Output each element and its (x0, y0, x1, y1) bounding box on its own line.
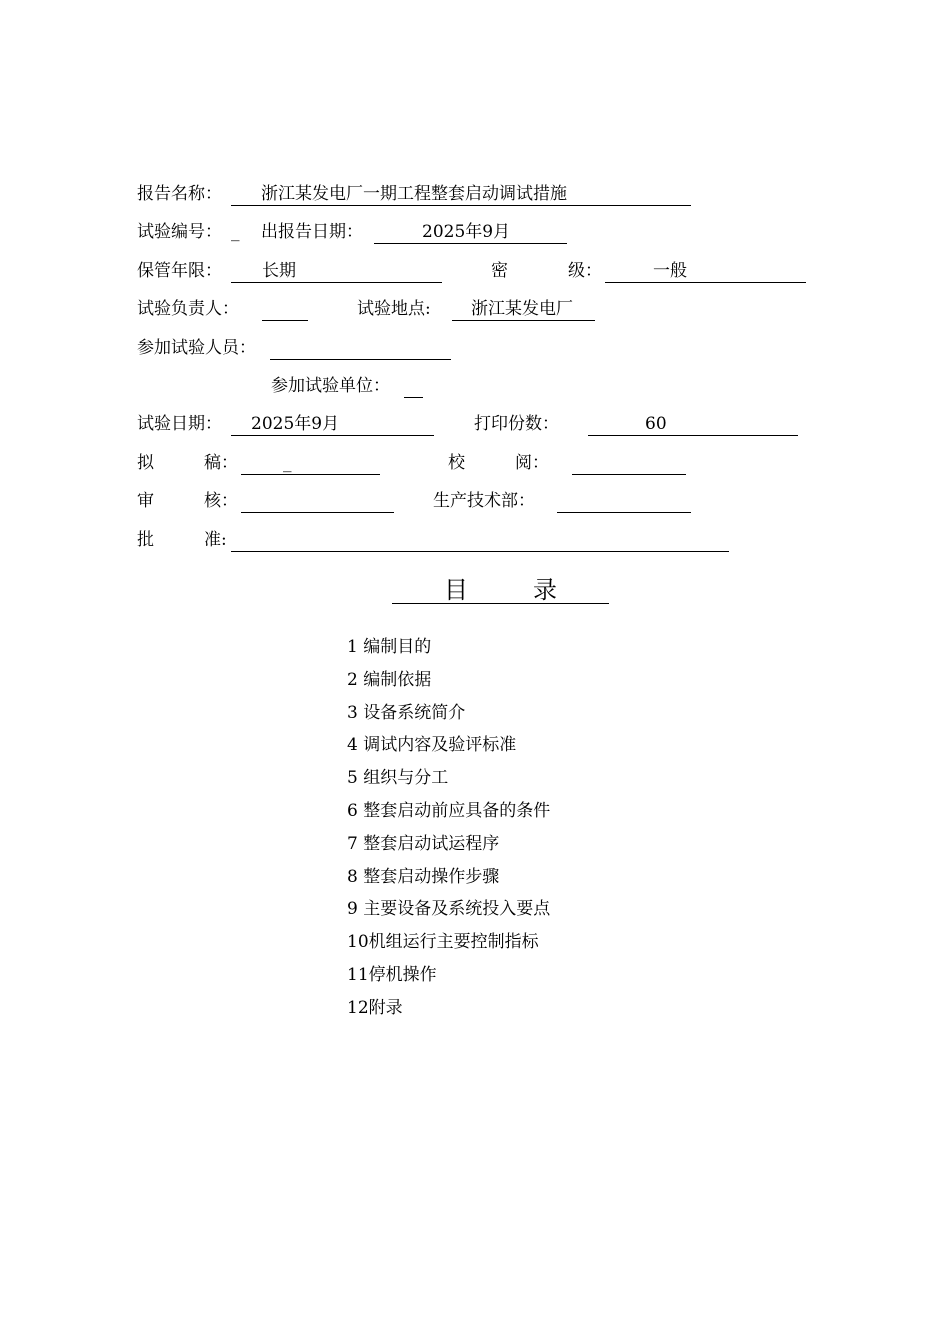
toc-item: 5 组织与分工 (347, 768, 449, 789)
print-copies-field (588, 413, 798, 436)
toc-item: 3 设备系统简介 (347, 702, 466, 723)
review-label-char2: 核： (204, 491, 238, 511)
test-number-value: _ (231, 222, 240, 242)
toc-item: 2 编制依据 (347, 669, 432, 690)
participants-label: 参加试验人员： (137, 338, 256, 358)
production-dept-label: 生产技术部： (433, 491, 535, 511)
toc-item: 1 编制目的 (347, 637, 432, 657)
print-copies-label: 打印份数： (474, 414, 559, 434)
test-number-label: 试验编号： (137, 222, 222, 242)
participating-units-label: 参加试验单位： (271, 376, 390, 396)
report-name-field (231, 183, 691, 206)
secret-level-field (605, 260, 806, 283)
toc-item: 9 主要设备及系统投入要点 (347, 899, 551, 920)
draft-label-char1: 拟 (137, 453, 154, 473)
report-date-label: 出报告日期： (261, 222, 363, 242)
test-date-label: 试验日期： (137, 414, 222, 434)
toc-item: 12附录 (347, 997, 403, 1018)
proofread-label-char1: 校 (448, 453, 465, 473)
toc-title-char1: 目 (444, 576, 468, 604)
proofread-label-char2: 阅： (515, 453, 549, 473)
report-name-label: 报告名称： (137, 184, 222, 204)
report-date-value: 2025年9月 (422, 222, 511, 242)
test-responsible-label: 试验负责人： (137, 299, 239, 319)
review-label-char1: 审 (137, 491, 154, 511)
retention-value: 长期 (262, 261, 296, 281)
toc-title (392, 575, 609, 604)
toc-item: 10机组运行主要控制指标 (347, 932, 539, 953)
report-date-field (374, 221, 567, 244)
secret-level-label-char2: 级： (568, 261, 602, 281)
test-location-value: 浙江某发电厂 (471, 299, 573, 319)
toc-list (347, 636, 550, 1030)
test-date-field (231, 413, 434, 436)
toc-item: 7 整套启动试运程序 (347, 833, 500, 854)
draft-label-char2: 稿： (204, 453, 238, 473)
production-dept-field (557, 490, 691, 513)
participating-units-field (404, 375, 423, 398)
test-location-label: 试验地点: (357, 299, 431, 319)
approve-label-char2: 准: (204, 530, 227, 550)
toc-item: 6 整套启动前应具备的条件 (347, 800, 551, 821)
draft-value: _ (283, 453, 292, 473)
participants-field (270, 337, 451, 360)
review-field (241, 490, 394, 513)
test-date-value: 2025年9月 (251, 414, 340, 434)
test-responsible-field (262, 298, 308, 321)
test-location-field (452, 298, 595, 321)
toc-item: 11停机操作 (347, 964, 437, 985)
retention-label: 保管年限： (137, 261, 222, 281)
draft-field (241, 452, 380, 475)
toc-title-char2: 录 (533, 576, 557, 604)
secret-level-value: 一般 (653, 261, 687, 281)
approve-label-char1: 批 (137, 530, 154, 550)
approve-field (231, 529, 729, 552)
toc-item: 8 整套启动操作步骤 (347, 866, 500, 887)
secret-level-label-char1: 密 (491, 261, 508, 281)
report-name-value: 浙江某发电厂一期工程整套启动调试措施 (261, 184, 567, 204)
print-copies-value: 60 (645, 414, 667, 434)
retention-field (231, 260, 442, 283)
toc-item: 4 调试内容及验评标准 (347, 735, 517, 756)
proofread-field (572, 452, 686, 475)
